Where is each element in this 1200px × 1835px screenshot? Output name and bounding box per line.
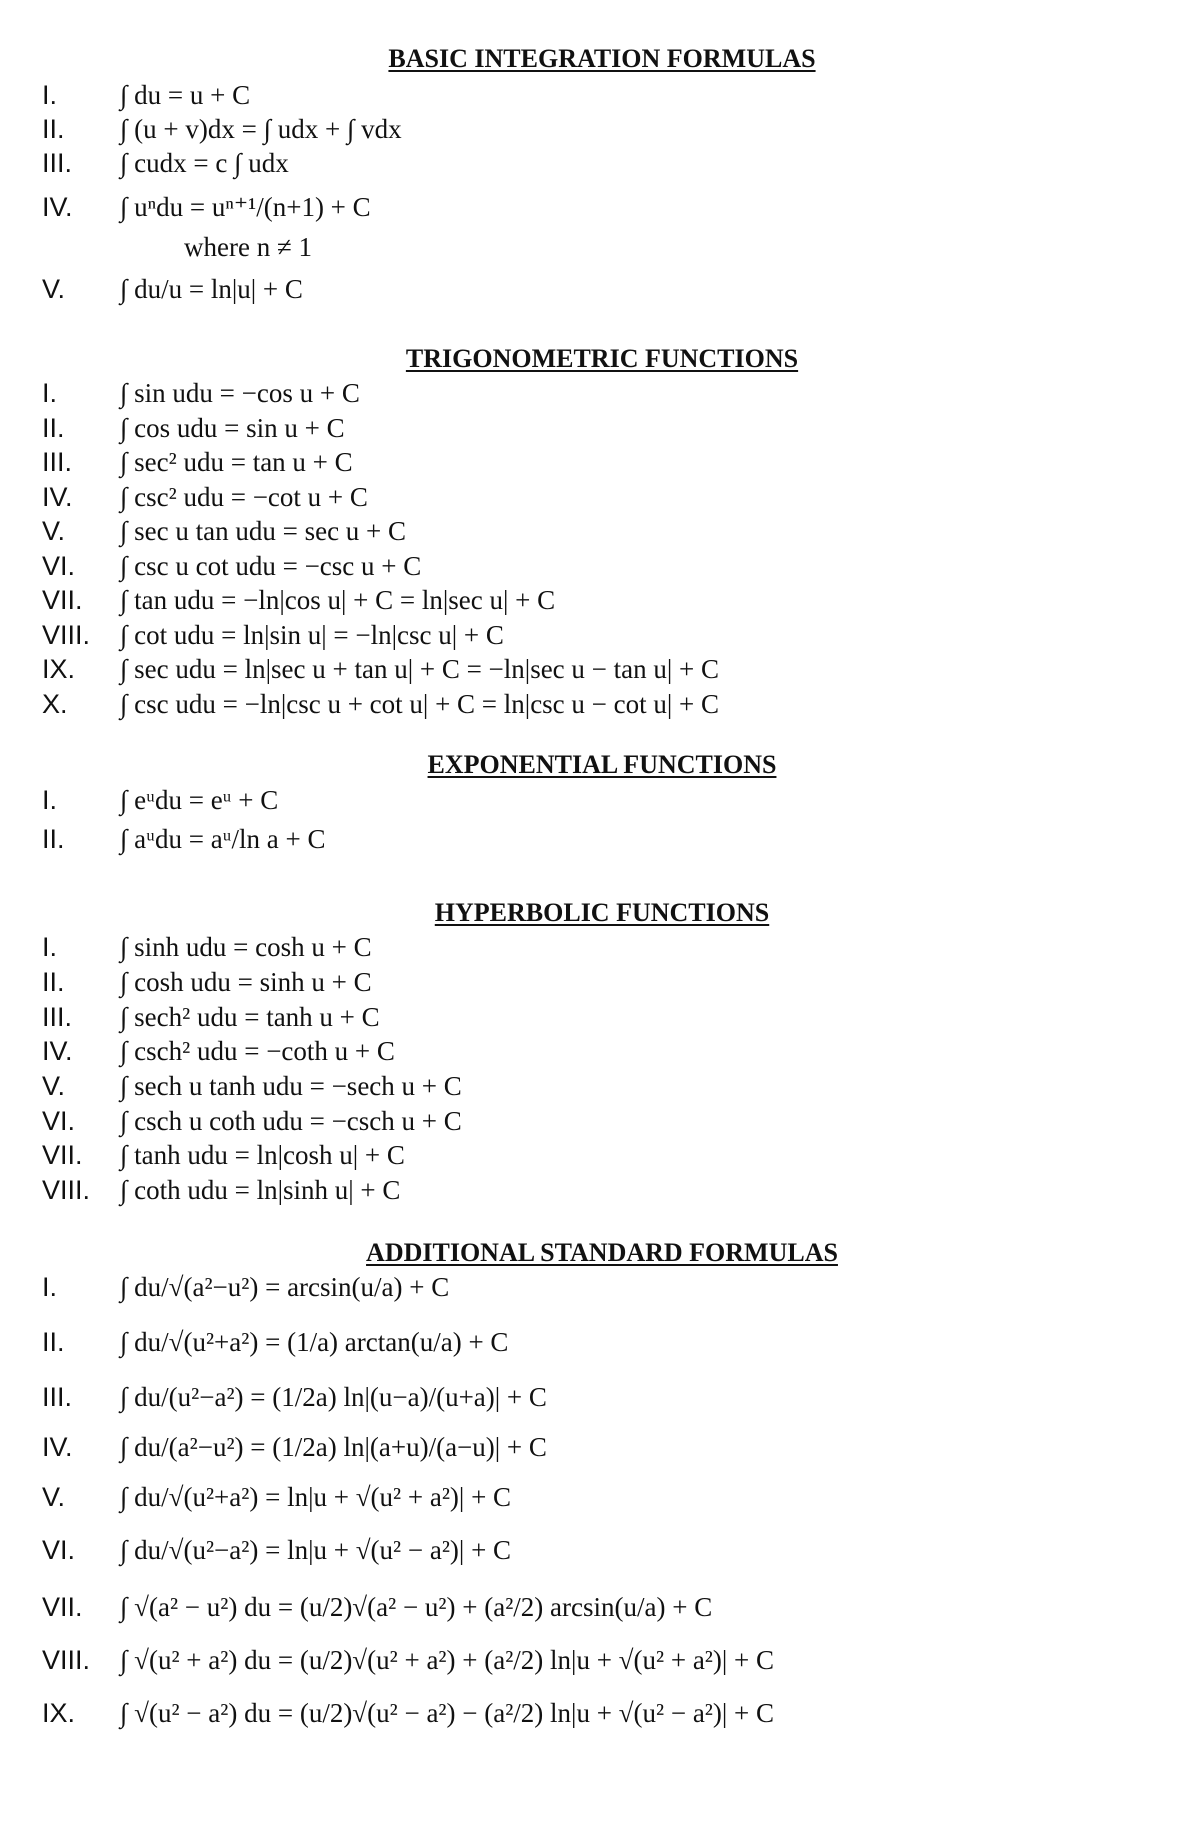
formula-expression: ∫ sech u tanh udu = −sech u + C <box>120 1071 462 1101</box>
formula-number: I. <box>42 1272 58 1302</box>
formula-number: V. <box>42 516 66 546</box>
formula-number: V. <box>42 1071 66 1101</box>
exp-formula-row <box>0 783 1200 823</box>
section-title-hyper: HYPERBOLIC FUNCTIONS <box>434 898 770 927</box>
formula-number: X. <box>42 689 68 719</box>
formula-expression: ∫ du/√(u²−a²) = ln|u + √(u² − a²)| + C <box>120 1535 512 1565</box>
formula-number: II. <box>42 114 65 144</box>
formula-number: VIII. <box>42 620 91 650</box>
formula-number: VII. <box>42 585 83 615</box>
formula-expression: ∫ sec udu = ln|sec u + tan u| + C = −ln|sec u − tan u| + C <box>120 654 720 684</box>
additional-formula-row <box>0 1643 1200 1683</box>
formula-expression: ∫ sin udu = −cos u + C <box>120 378 360 408</box>
hyper-formula-row <box>0 930 1200 970</box>
formula-expression: ∫ csch u coth udu = −csch u + C <box>120 1106 462 1136</box>
formula-expression: ∫ sec u tan udu = sec u + C <box>120 516 407 546</box>
formula-number: IX. <box>42 1698 76 1728</box>
formula-expression: ∫ uⁿdu = uⁿ⁺¹/(n+1) + C <box>120 192 371 222</box>
additional-formula-row <box>0 1380 1200 1420</box>
additional-formula-row <box>0 1590 1200 1630</box>
hyper-formula-row <box>0 965 1200 1005</box>
trig-formula-row <box>0 652 1200 692</box>
formula-number: VI. <box>42 1535 76 1565</box>
formula-expression: ∫ cosh udu = sinh u + C <box>120 967 372 997</box>
additional-formula-row <box>0 1533 1200 1573</box>
formula-expression: ∫ cudx = c ∫ udx <box>120 148 289 178</box>
formula-expression: ∫ √(a² − u²) du = (u/2)√(a² − u²) + (a²/2) arcsin(u/a) + C <box>120 1592 713 1622</box>
additional-formula-row <box>0 1270 1200 1310</box>
trig-formula-row <box>0 445 1200 485</box>
formula-expression: ∫ √(u² − a²) du = (u/2)√(u² − a²) − (a²/2) ln|u + √(u² − a²)| + C <box>120 1698 775 1728</box>
formula-expression: ∫ csc u cot udu = −csc u + C <box>120 551 422 581</box>
hyper-formula-row <box>0 1069 1200 1109</box>
formula-number: III. <box>42 148 73 178</box>
hyper-formula-row <box>0 1034 1200 1074</box>
formula-number: VII. <box>42 1592 83 1622</box>
section-title-exp: EXPONENTIAL FUNCTIONS <box>427 750 777 779</box>
formula-expression: ∫ sech² udu = tanh u + C <box>120 1002 380 1032</box>
trig-formula-row <box>0 376 1200 416</box>
formula-number: V. <box>42 274 66 304</box>
formula-expression: ∫ aᵘdu = aᵘ/ln a + C <box>120 824 326 854</box>
formula-expression: ∫ sinh udu = cosh u + C <box>120 932 372 962</box>
formula-number: VIII. <box>42 1645 91 1675</box>
formula-expression: ∫ (u + v)dx = ∫ udx + ∫ vdx <box>120 114 402 144</box>
formula-expression: ∫ du/√(u²+a²) = (1/a) arctan(u/a) + C <box>120 1327 509 1357</box>
formula-expression: ∫ csch² udu = −coth u + C <box>120 1036 395 1066</box>
trig-formula-row <box>0 687 1200 727</box>
formula-expression: ∫ du = u + C <box>120 80 251 110</box>
additional-formula-row <box>0 1325 1200 1365</box>
formula-expression: ∫ du/(u²−a²) = (1/2a) ln|(u−a)/(u+a)| + C <box>120 1382 547 1412</box>
formula-expression: ∫ du/√(u²+a²) = ln|u + √(u² + a²)| + C <box>120 1482 512 1512</box>
basic-note: where n ≠ 1 <box>184 232 313 262</box>
basic-formula-row <box>0 272 1200 312</box>
formula-number: VII. <box>42 1140 83 1170</box>
formula-expression: ∫ du/(a²−u²) = (1/2a) ln|(a+u)/(a−u)| + C <box>120 1432 547 1462</box>
formula-expression: ∫ tanh udu = ln|cosh u| + C <box>120 1140 405 1170</box>
formula-expression: ∫ cos udu = sin u + C <box>120 413 345 443</box>
formula-number: III. <box>42 447 73 477</box>
formula-expression: ∫ csc udu = −ln|csc u + cot u| + C = ln|csc u − cot u| + C <box>120 689 720 719</box>
formula-number: VI. <box>42 551 76 581</box>
formula-expression: ∫ tan udu = −ln|cos u| + C = ln|sec u| + C <box>120 585 556 615</box>
section-title-trig: TRIGONOMETRIC FUNCTIONS <box>405 344 799 373</box>
hyper-formula-row <box>0 1173 1200 1213</box>
formula-number: IV. <box>42 482 73 512</box>
formula-number: VIII. <box>42 1175 91 1205</box>
section-title-basic: BASIC INTEGRATION FORMULAS <box>388 44 816 73</box>
hyper-formula-row <box>0 1138 1200 1178</box>
formula-expression: ∫ du/u = ln|u| + C <box>120 274 303 304</box>
formula-expression: ∫ eᵘdu = eᵘ + C <box>120 785 279 815</box>
formula-number: IX. <box>42 654 76 684</box>
formula-number: II. <box>42 413 65 443</box>
formula-number: VI. <box>42 1106 76 1136</box>
trig-formula-row <box>0 514 1200 554</box>
formula-number: I. <box>42 785 58 815</box>
formula-number: II. <box>42 824 65 854</box>
formula-expression: ∫ √(u² + a²) du = (u/2)√(u² + a²) + (a²/2) ln|u + √(u² + a²)| + C <box>120 1645 775 1675</box>
formula-number: II. <box>42 1327 65 1357</box>
basic-formula-row <box>0 146 1200 186</box>
formula-number: I. <box>42 932 58 962</box>
formula-number: V. <box>42 1482 66 1512</box>
additional-formula-row <box>0 1480 1200 1520</box>
trig-formula-row <box>0 583 1200 623</box>
formula-expression: ∫ csc² udu = −cot u + C <box>120 482 368 512</box>
basic-formula-row <box>0 190 1200 230</box>
formula-number: IV. <box>42 1036 73 1066</box>
formula-number: I. <box>42 378 58 408</box>
formula-number: III. <box>42 1002 73 1032</box>
formula-number: IV. <box>42 1432 73 1462</box>
formula-expression: ∫ sec² udu = tan u + C <box>120 447 353 477</box>
formula-expression: ∫ du/√(a²−u²) = arcsin(u/a) + C <box>120 1272 450 1302</box>
formula-number: III. <box>42 1382 73 1412</box>
additional-formula-row <box>0 1430 1200 1470</box>
formula-number: I. <box>42 80 58 110</box>
section-title-additional: ADDITIONAL STANDARD FORMULAS <box>366 1238 838 1267</box>
formula-expression: ∫ coth udu = ln|sinh u| + C <box>120 1175 401 1205</box>
formula-number: IV. <box>42 192 73 222</box>
formula-expression: ∫ cot udu = ln|sin u| = −ln|csc u| + C <box>120 620 504 650</box>
formula-number: II. <box>42 967 65 997</box>
exp-formula-row <box>0 822 1200 862</box>
additional-formula-row <box>0 1696 1200 1736</box>
